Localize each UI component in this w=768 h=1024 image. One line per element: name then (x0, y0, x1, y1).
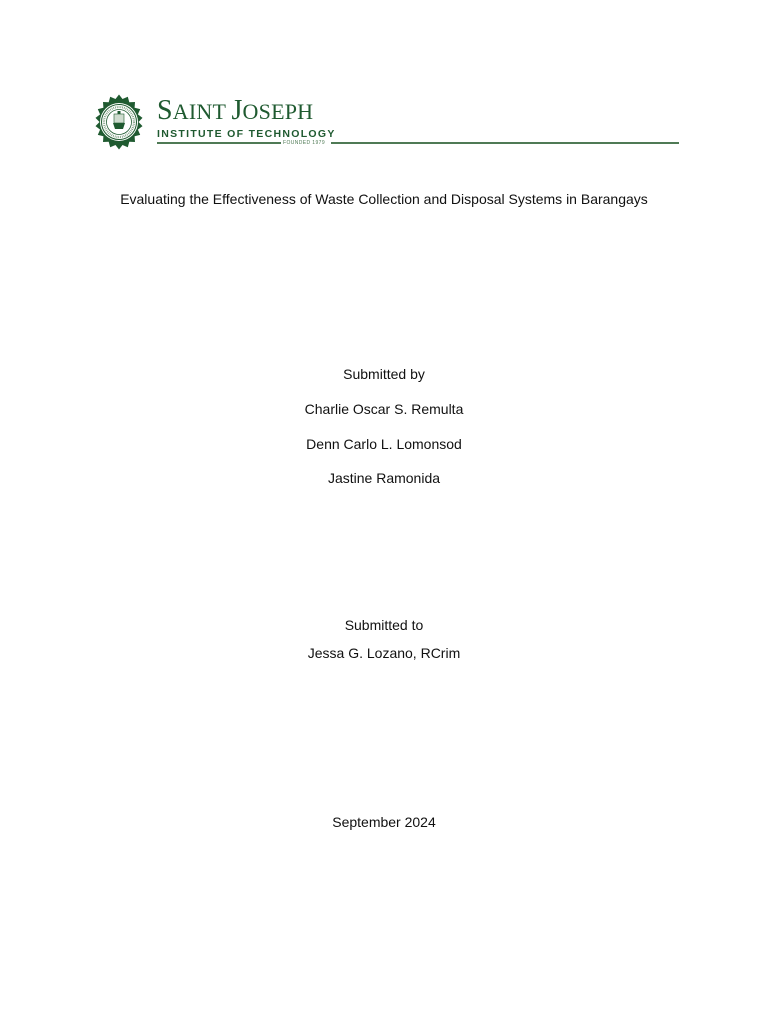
author-1: Charlie Oscar S. Remulta (304, 401, 464, 417)
document-title: Evaluating the Effectiveness of Waste Collection and Disposal Systems in Barangays (120, 191, 648, 207)
header-rule (157, 139, 679, 147)
author-3: Jastine Ramonida (327, 470, 441, 486)
institution-wordmark (157, 96, 336, 140)
institution-subtitle: INSTITUTE OF TECHNOLOGY (157, 128, 336, 140)
name-rest-aint: AINT (172, 99, 232, 124)
submission-date: September 2024 (332, 814, 436, 830)
institution-header (89, 92, 679, 154)
submitted-to-label: Submitted to (344, 617, 424, 633)
name-initial-j: J (231, 95, 243, 126)
name-rest-oseph: OSEPH (242, 99, 314, 124)
header-rule-right (331, 142, 679, 144)
header-rule-left (157, 142, 281, 144)
name-initial-s: S (157, 95, 173, 126)
institution-seal-logo (89, 92, 149, 152)
author-2: Denn Carlo L. Lomonsod (306, 436, 462, 452)
institution-name (157, 96, 336, 126)
founded-text: FOUNDED 1979 (283, 140, 326, 146)
submitted-by-label: Submitted by (343, 366, 425, 382)
instructor-name: Jessa G. Lozano, RCrim (307, 645, 461, 661)
